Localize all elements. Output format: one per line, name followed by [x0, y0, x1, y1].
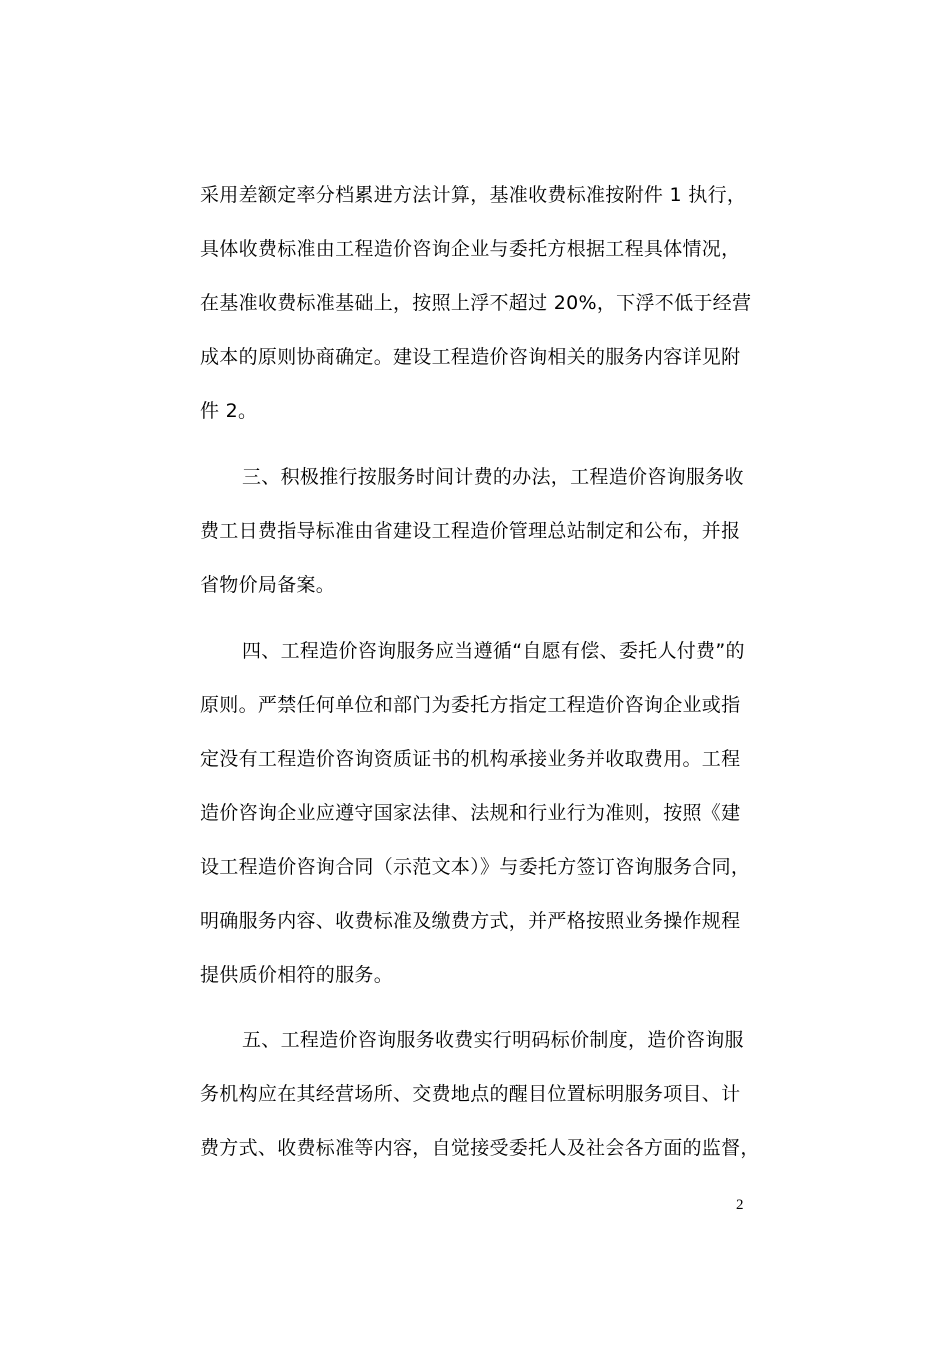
paragraph-2-line-4: 成本的原则协商确定。建设工程造价咨询相关的服务内容详见附 — [200, 346, 741, 368]
paragraph-2-line-1: 采用差额定率分档累进方法计算，基准收费标准按附件 1 执行， — [200, 184, 747, 206]
paragraph-2-line-5: 件 2。 — [200, 400, 258, 422]
section-5-line-2: 务机构应在其经营场所、交费地点的醒目位置标明服务项目、计 — [200, 1083, 741, 1105]
section-4-line-3: 定没有工程造价咨询资质证书的机构承接业务并收取费用。工程 — [200, 748, 741, 770]
section-5-line-3: 费方式、收费标准等内容，自觉接受委托人及社会各方面的监督， — [200, 1137, 760, 1159]
section-5-line-1: 五、工程造价咨询服务收费实行明码标价制度，造价咨询服 — [242, 1029, 744, 1051]
section-4-line-1: 四、工程造价咨询服务应当遵循“自愿有偿、委托人付费”的 — [242, 640, 745, 662]
page-number: 2 — [736, 1197, 744, 1213]
section-4-line-7: 提供质价相符的服务。 — [200, 964, 394, 986]
section-3-line-1: 三、积极推行按服务时间计费的办法，工程造价咨询服务收 — [242, 466, 744, 488]
section-4-line-5: 设工程造价咨询合同（示范文本）》与委托方签订咨询服务合同， — [200, 856, 751, 878]
paragraph-2-line-3: 在基准收费标准基础上，按照上浮不超过 20%，下浮不低于经营 — [200, 292, 752, 314]
section-4-line-6: 明确服务内容、收费标准及缴费方式，并严格按照业务操作规程 — [200, 910, 741, 932]
section-3-line-2: 费工日费指导标准由省建设工程造价管理总站制定和公布，并报 — [200, 520, 741, 542]
section-4-line-4: 造价咨询企业应遵守国家法律、法规和行业行为准则，按照《建 — [200, 802, 741, 824]
section-4-line-2: 原则。严禁任何单位和部门为委托方指定工程造价咨询企业或指 — [200, 694, 741, 716]
paragraph-2-line-2: 具体收费标准由工程造价咨询企业与委托方根据工程具体情况， — [200, 238, 741, 260]
section-3-line-3: 省物价局备案。 — [200, 574, 336, 596]
